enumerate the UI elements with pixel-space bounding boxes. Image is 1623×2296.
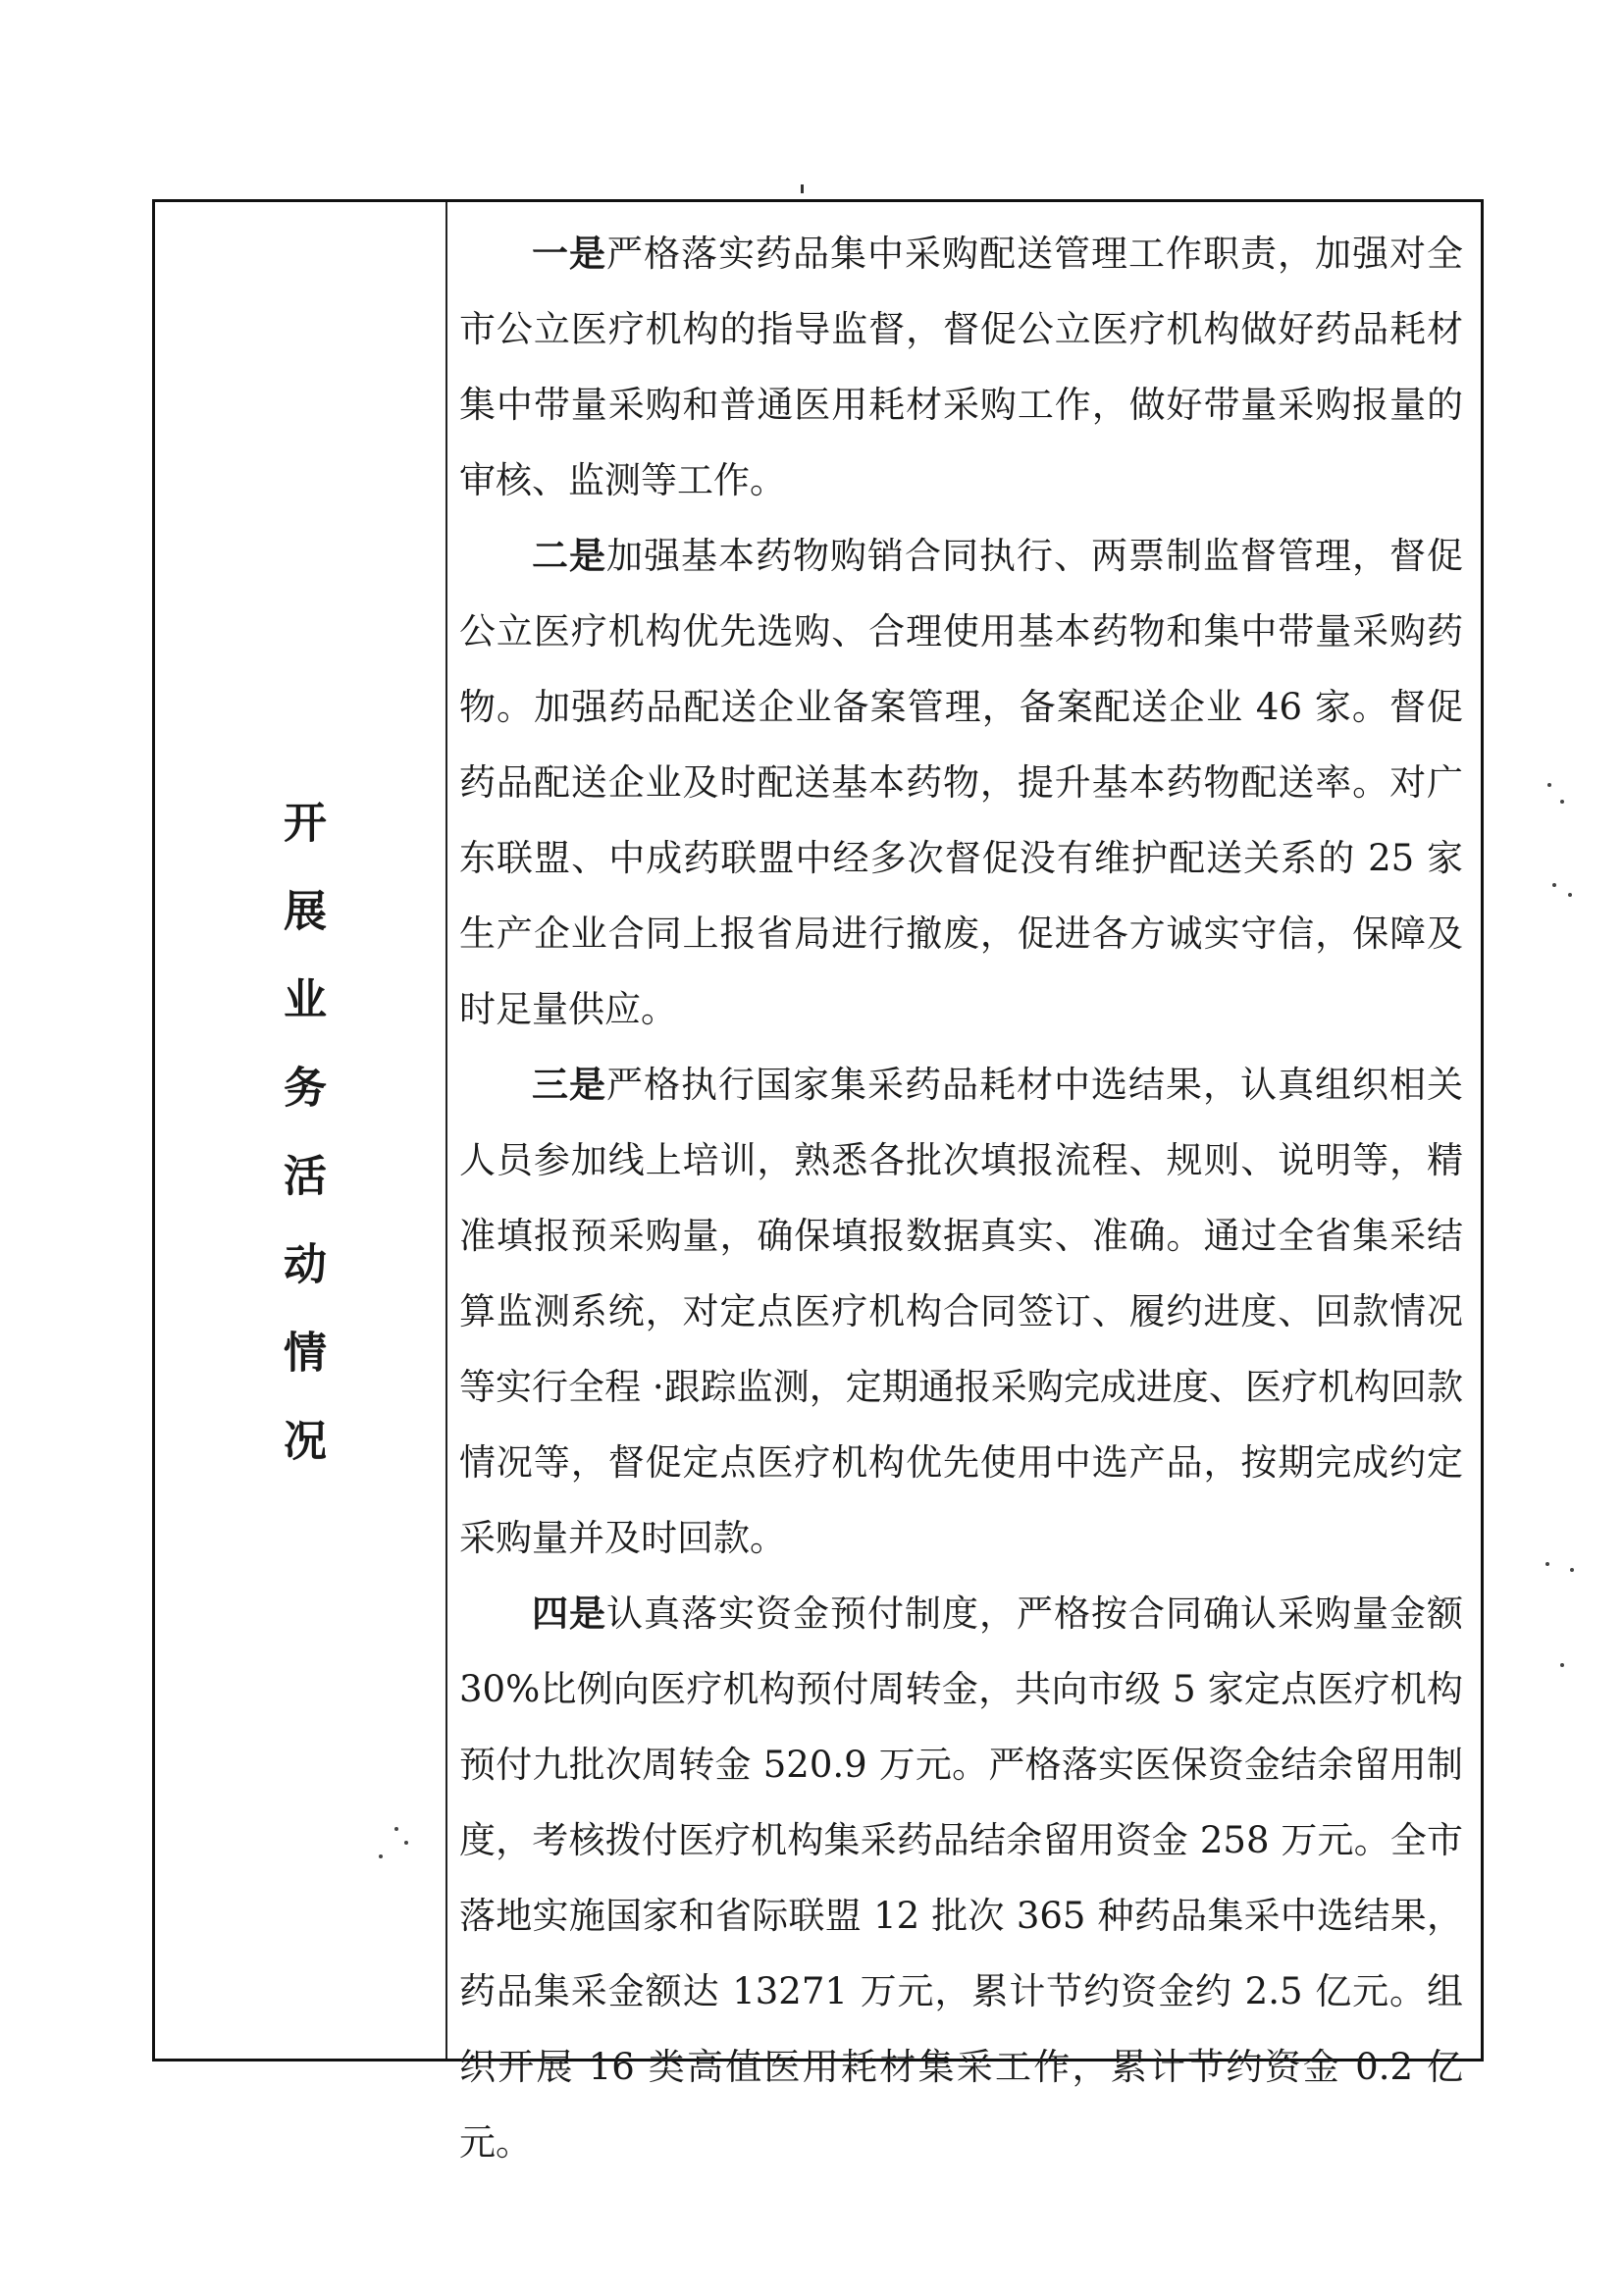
paragraph-text: 加强基本药物购销合同执行、两票制监督管理，督促公立医疗机构优先选购、合理使用基本药物和集中带量采购药物。加强药品配送企业备案管理，备案配送企业 46 家。督促药品配送企业及时配送基本药物，提升基本药物配送率。对广东联盟、中成药联盟中经多次督促没有维护配送关系的 25 家生产企业合同上报省局进行撤废，促进各方诚实守信，保障及时足量供应。 <box>459 535 1463 1030</box>
scan-speck <box>394 1827 398 1831</box>
paragraph-lead: 二是 <box>532 534 606 577</box>
page-top-tick <box>801 184 804 193</box>
paragraph-1 <box>459 216 1463 518</box>
scan-speck <box>404 1841 408 1845</box>
scan-speck <box>1545 1562 1549 1566</box>
form-table <box>152 199 1484 2164</box>
paragraph-3 <box>459 1047 1463 1576</box>
paragraph-2 <box>459 518 1463 1047</box>
scan-speck <box>1552 883 1556 887</box>
column-divider <box>445 202 447 2059</box>
scan-speck <box>1547 783 1551 787</box>
paragraph-lead: 一是 <box>532 232 606 275</box>
paragraph-text: 严格落实药品集中采购配送管理工作职责，加强对全市公立医疗机构的指导监督，督促公立医疗机构做好药品耗材集中带量采购和普通医用耗材采购工作，做好带量采购报量的审核、监测等工作。 <box>459 233 1463 501</box>
paragraph-text: 严格执行国家集采药品耗材中选结果，认真组织相关人员参加线上培训，熟悉各批次填报流程、规则、说明等，精准填报预采购量，确保填报数据真实、准确。通过全省集采结算监测系统，对定点医疗机构合同签订、履约进度、回款情况等实行全程 ·跟踪监测，定期通报采购完成进度、医疗机构回款情况等，督促定点医疗机构优先使用中选产品，按期完成约定采购量并及时回款。 <box>459 1064 1463 1559</box>
paragraph-lead: 四是 <box>532 1592 606 1635</box>
paragraph-text: 认真落实资金预付制度，严格按合同确认采购量金额 30%比例向医疗机构预付周转金，共向市级 5 家定点医疗机构预付九批次周转金 520.9 万元。严格落实医保资金结余留用制度，考核拨付医疗机构集采药品结余留用资金 258 万元。全市落地实施国家和省际联盟 12 批次 365 种药品集采中选结果，药品集采金额达 13271 万元，累计节约资金约 2.5 亿元。组织开展 16 类高值医用耗材集采工作，累计节约资金 0.2 亿元。 <box>459 1592 1463 2164</box>
row-label-cell <box>155 202 445 2059</box>
scan-speck <box>379 1854 383 1858</box>
paragraph-4 <box>459 1576 1463 2180</box>
content-cell <box>459 216 1463 2180</box>
scan-speck <box>1570 1568 1574 1572</box>
row-label: 开展业务活动情况 <box>276 800 326 1506</box>
scan-speck <box>1560 800 1564 804</box>
scan-speck <box>1568 893 1572 897</box>
scan-speck <box>1560 1663 1564 1667</box>
paragraph-lead: 三是 <box>532 1063 606 1106</box>
